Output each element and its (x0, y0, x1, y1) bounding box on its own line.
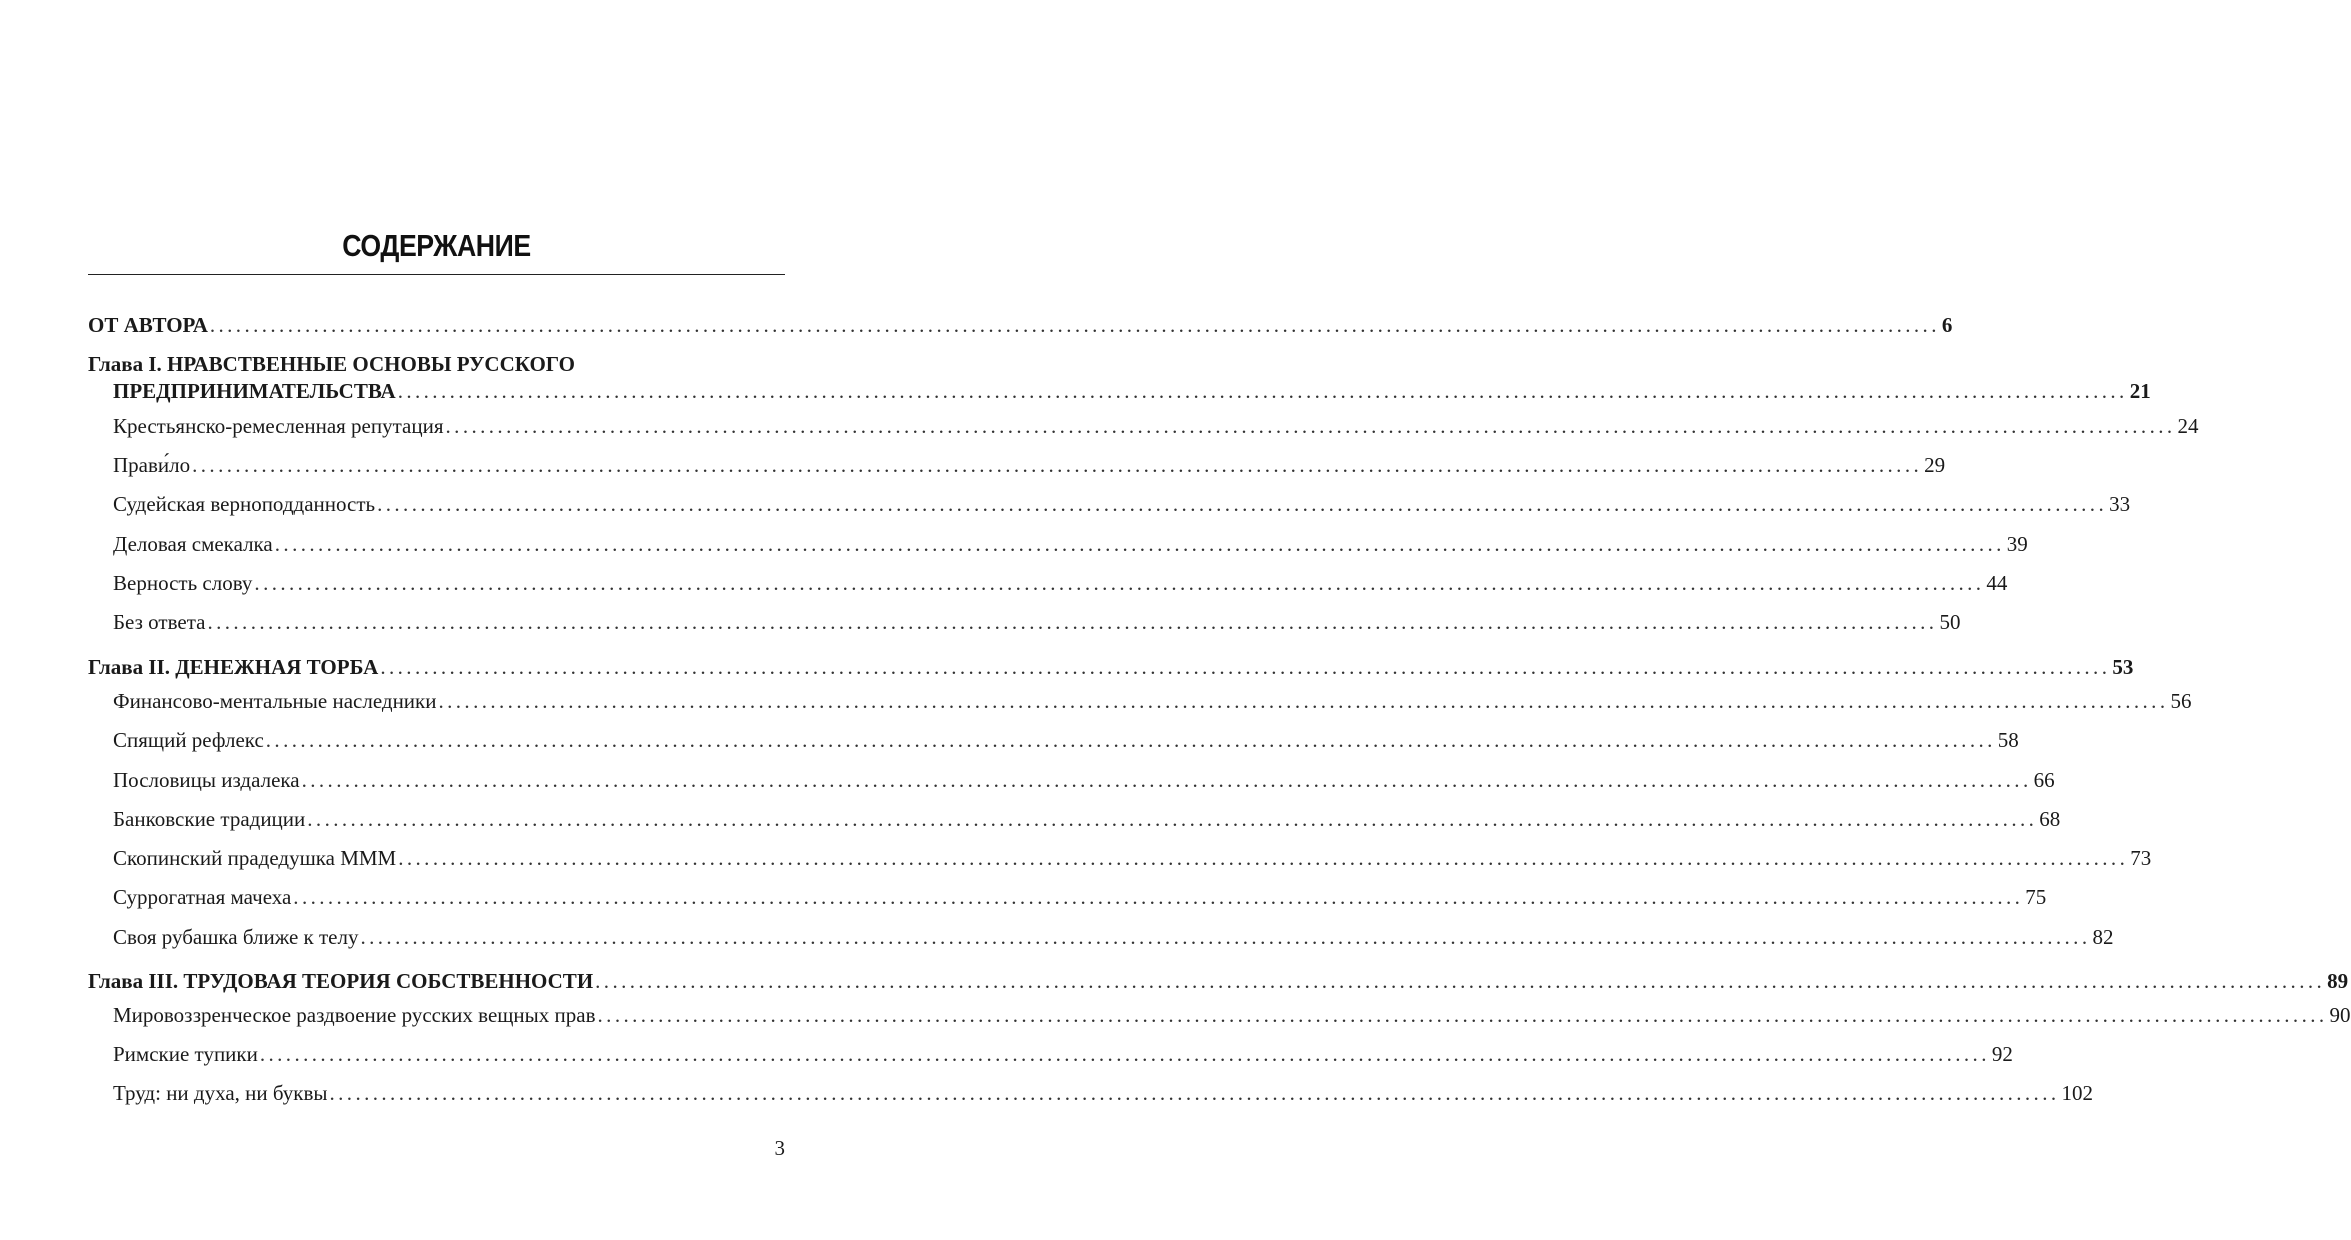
toc-entry-title: Своя рубашка ближе к телу (113, 925, 359, 949)
toc-entry (113, 688, 2192, 714)
toc-entry-title: Банковские традиции (113, 807, 306, 831)
toc-entry-page: 58 (1997, 728, 2019, 752)
toc-entry-title: Скопинский прадедушка МММ (113, 846, 397, 870)
toc-entry-page: 82 (2092, 925, 2114, 949)
toc-entry-title: Глава II. ДЕНЕЖНАЯ ТОРБА (88, 655, 379, 679)
toc-entry (113, 413, 2199, 439)
toc-entry-title: Прави́ло (113, 453, 191, 477)
toc-entry-title: Глава III. ТРУДОВАЯ ТЕОРИЯ СОБСТВЕННОСТИ (88, 969, 594, 993)
toc-entry-page: 73 (2130, 846, 2152, 870)
toc-entry (113, 1002, 2351, 1028)
toc-entry (113, 806, 2061, 832)
toc-entry (113, 378, 2151, 404)
toc-entry-title: Пословицы издалека (113, 768, 300, 792)
toc-entry-title: Крестьянско-ремесленная репутация (113, 414, 444, 438)
toc-leader: ........................................................................................................................................................................................................ (397, 379, 2128, 403)
toc-leader: ........................................................................................................................................................................................................ (293, 885, 2024, 909)
toc-entry (113, 727, 2019, 753)
toc-entry-title: Судейская верноподданность (113, 492, 376, 516)
toc-entry-title: Спящий рефлекс (113, 728, 264, 752)
toc-leader: ........................................................................................................................................................................................................ (445, 414, 2176, 438)
toc-leader: ........................................................................................................................................................................................................ (307, 807, 2038, 831)
toc-leader: ........................................................................................................................................................................................................ (274, 532, 2005, 556)
toc-entry-title: Суррогатная мачеха (113, 885, 292, 909)
toc-leader: ........................................................................................................................................................................................................ (380, 655, 2111, 679)
toc-entry-page: 102 (2061, 1081, 2093, 1105)
toc-entry-page: 68 (2039, 807, 2061, 831)
toc-leader: ........................................................................................................................................................................................................ (377, 492, 2108, 516)
toc-entry (113, 452, 1946, 478)
toc-entry (113, 1080, 2093, 1106)
toc-leader: ........................................................................................................................................................................................................ (438, 689, 2169, 713)
toc-entry (113, 845, 2152, 871)
toc-leader: ........................................................................................................................................................................................................ (259, 1042, 1990, 1066)
toc-entry-page: 75 (2025, 885, 2047, 909)
toc-entry-page: 89 (2327, 969, 2349, 993)
toc-leader: ........................................................................................................................................................................................................ (207, 610, 1938, 634)
toc-entry-page: 66 (2033, 768, 2055, 792)
toc-entry (113, 491, 2131, 517)
toc-leader: ........................................................................................................................................................................................................ (329, 1081, 2060, 1105)
toc-entry-title: Без ответа (113, 610, 206, 634)
toc-leader: ........................................................................................................................................................................................................ (209, 313, 1940, 337)
toc-entry-page: 24 (2177, 414, 2199, 438)
toc-entry (113, 884, 2047, 910)
toc-entry-page: 56 (2170, 689, 2192, 713)
toc-entry-title: Верность слову (113, 571, 253, 595)
toc-leader: ........................................................................................................................................................................................................ (192, 453, 1923, 477)
toc-entry-page: 39 (2006, 532, 2028, 556)
toc-leader: ........................................................................................................................................................................................................ (360, 925, 2091, 949)
toc-entry-page: 44 (1986, 571, 2008, 595)
toc-entry-page: 6 (1941, 313, 1953, 337)
toc-entry-title: ОТ АВТОРА (88, 313, 208, 337)
toc-entry (113, 924, 2114, 950)
toc-entry-title: Мировоззренческое раздвоение русских вещных прав (113, 1003, 596, 1027)
toc-entry-page: 90 (2329, 1003, 2351, 1027)
chapter-heading: Глава I. НРАВСТВЕННЫЕ ОСНОВЫ РУССКОГО (88, 352, 575, 376)
toc-entry (113, 767, 2055, 793)
toc-leader: ........................................................................................................................................................................................................ (254, 571, 1985, 595)
toc-entry-title: Римские тупики (113, 1042, 258, 1066)
toc-entry (88, 968, 2349, 994)
toc-entry-title: ПРЕДПРИНИМАТЕЛЬСТВА (113, 379, 396, 403)
toc-entry-title: Деловая смекалка (113, 532, 273, 556)
toc-leader: ........................................................................................................................................................................................................ (595, 969, 2326, 993)
toc-leader: ........................................................................................................................................................................................................ (597, 1003, 2328, 1027)
toc-entry-title: Финансово-ментальные наследники (113, 689, 437, 713)
toc-entry-page: 92 (1991, 1042, 2013, 1066)
toc-entry-page: 29 (1924, 453, 1946, 477)
toc-entry-title: Труд: ни духа, ни буквы (113, 1081, 328, 1105)
toc-entry-page: 21 (2129, 379, 2151, 403)
toc-leader: ........................................................................................................................................................................................................ (398, 846, 2129, 870)
page-number: 3 (774, 1136, 785, 1160)
toc-entry (113, 570, 2008, 596)
toc-leader: ........................................................................................................................................................................................................ (265, 728, 1996, 752)
toc-entry (113, 531, 2028, 557)
toc-entry (88, 654, 2134, 680)
toc-entry (113, 1041, 2013, 1067)
page-title: СОДЕРЖАНИЕ (342, 228, 531, 263)
toc-entry-page: 33 (2109, 492, 2131, 516)
toc-entry-page: 53 (2112, 655, 2134, 679)
toc-entry (88, 312, 1953, 338)
toc-entry (113, 609, 1961, 635)
toc-entry-page: 50 (1939, 610, 1961, 634)
toc-leader: ........................................................................................................................................................................................................ (301, 768, 2032, 792)
